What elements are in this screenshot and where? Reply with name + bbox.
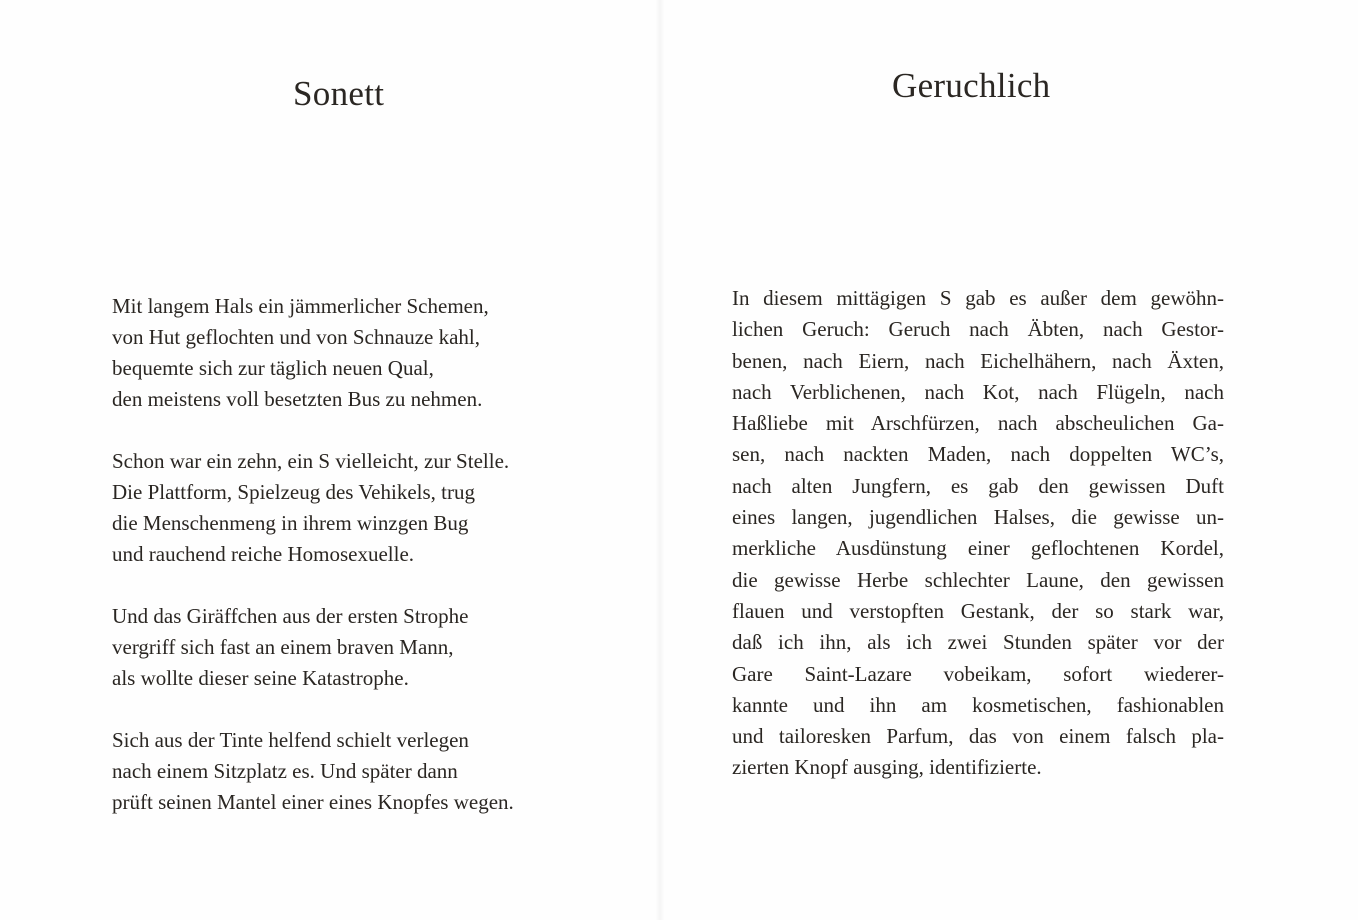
prose-line: merkliche Ausdünstung einer geflochtenen Kordel, (732, 536, 1224, 561)
prose-line: zierten Knopf ausging, identifizierte. (732, 755, 1042, 780)
prose-paragraph (732, 283, 1224, 784)
left-page (0, 0, 655, 920)
stanza (112, 601, 514, 694)
prose-line: In diesem mittägigen S gab es außer dem gewöhn- (732, 286, 1224, 310)
prose-line: eines langen, jugendlichen Halses, die gewisse un- (732, 505, 1224, 530)
prose-line: kannte und ihn am kosmetischen, fashionablen (732, 692, 1224, 717)
prose-line: nach alten Jungfern, es gab den gewissen Duft (732, 473, 1224, 498)
stanza (112, 291, 514, 415)
verse-line: bequemte sich zur täglich neuen Qual, (112, 356, 434, 380)
sonnet-poem (112, 291, 514, 818)
stanza (112, 446, 514, 570)
stanza (112, 725, 514, 818)
prose-line: daß ich ihn, als ich zwei Stunden später vor der (732, 630, 1224, 655)
prose-line: sen, nach nackten Maden, nach doppelten WC’s, (732, 442, 1224, 467)
verse-line: vergriff sich fast an einem braven Mann, (112, 635, 454, 659)
prose-line: flauen und verstopften Gestank, der so stark war, (732, 598, 1224, 623)
verse-line: nach einem Sitzplatz es. Und später dann (112, 759, 458, 783)
book-gutter (655, 0, 665, 920)
prose-line: Haßliebe mit Arschfürzen, nach abscheulichen Ga- (732, 411, 1224, 436)
verse-line: Und das Giräffchen aus der ersten Strophe (112, 604, 469, 628)
prose-line: und tailoresken Parfum, das von einem falsch pla- (732, 724, 1224, 749)
prose-line: nach Verblichenen, nach Kot, nach Flügeln, nach (732, 379, 1224, 404)
poem-title: Sonett (293, 74, 385, 113)
verse-line: als wollte dieser seine Katastrophe. (112, 666, 409, 690)
right-page (665, 0, 1358, 920)
verse-line: Schon war ein zehn, ein S vielleicht, zur Stelle. (112, 449, 510, 473)
prose-line: Gare Saint-Lazare vobeikam, sofort wiederer- (732, 661, 1224, 686)
verse-line: Sich aus der Tinte helfend schielt verlegen (112, 728, 469, 752)
verse-line: Mit langem Hals ein jämmerlicher Schemen, (112, 294, 489, 318)
prose-line: benen, nach Eiern, nach Eichelhähern, nach Äxten, (732, 348, 1224, 373)
verse-line: prüft seinen Mantel einer eines Knopfes wegen. (112, 790, 514, 814)
prose-line: lichen Geruch: Geruch nach Äbten, nach Gestor- (732, 317, 1224, 342)
verse-line: die Menschenmeng in ihrem winzgen Bug (112, 511, 469, 535)
verse-line: den meistens voll besetzten Bus zu nehmen. (112, 387, 483, 411)
verse-line: Die Plattform, Spielzeug des Vehikels, trug (112, 480, 475, 504)
verse-line: und rauchend reiche Homosexuelle. (112, 542, 415, 566)
prose-line: die gewisse Herbe schlechter Laune, den gewissen (732, 567, 1224, 592)
verse-line: von Hut geflochten und von Schnauze kahl, (112, 325, 480, 349)
prose-title: Geruchlich (892, 66, 1051, 105)
